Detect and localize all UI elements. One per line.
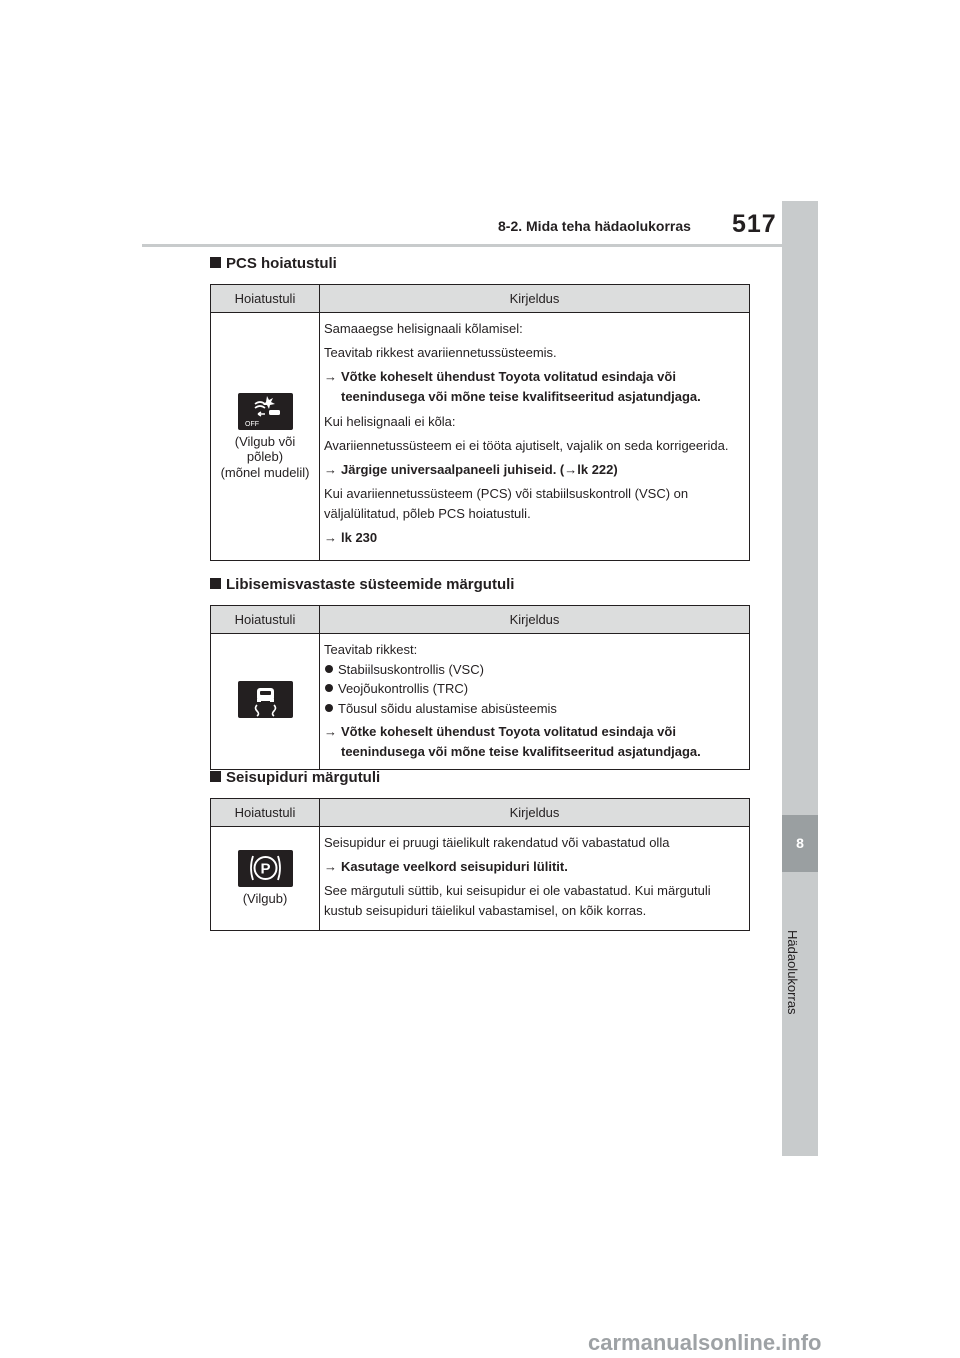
table-header-row xyxy=(211,799,750,827)
column-header: Hoiatustuli xyxy=(211,285,320,313)
icon-cell xyxy=(211,827,320,931)
description-text: Seisupidur ei pruugi täielikult rakendatud või vabastatud olla xyxy=(324,835,670,850)
description-cell xyxy=(320,313,750,561)
arrow-icon: → xyxy=(324,724,337,739)
list-item: Stabiilsuskontrollis (VSC) xyxy=(324,660,745,680)
column-header: Kirjeldus xyxy=(320,799,750,827)
instruction-text: Järgige universaalpaneeli juhiseid. (→lk 222) xyxy=(341,461,618,477)
column-header: Kirjeldus xyxy=(320,606,750,634)
description-text: Kui avariiennetussüsteem (PCS) või stabiilsuskontroll (VSC) on väljalülitatud, põleb PCS hoiatustuli. xyxy=(324,485,689,522)
square-bullet-icon xyxy=(210,578,221,589)
bullet-icon xyxy=(325,665,333,673)
watermark: carmanualsonline.info xyxy=(588,1330,822,1355)
slip-indicator-icon xyxy=(238,681,293,718)
page-number: 517 xyxy=(732,210,777,238)
table-header-row xyxy=(211,285,750,313)
arrow-icon: → xyxy=(324,859,337,875)
section-title: 8-2. Mida teha hädaolukorras xyxy=(498,218,691,234)
description-text: Samaaegse helisignaali kõlamisel: xyxy=(324,321,523,336)
column-header: Kirjeldus xyxy=(320,285,750,313)
parking-brake-table xyxy=(210,798,750,931)
header-divider xyxy=(142,244,782,247)
description-text: See märgutuli süttib, kui seisupidur ei ole vabastatud. Kui märgutuli kustub seisupiduri täielikul vabastamisel, on kõik korras. xyxy=(324,883,711,919)
column-header: Hoiatustuli xyxy=(211,606,320,634)
bullet-icon xyxy=(325,684,333,692)
instruction-text: Võtke koheselt ühendust Toyota volitatud esindaja või teenindusega või mõne teise kvalifitseeritud asjatundjaga. xyxy=(341,369,701,405)
table-header-row xyxy=(211,606,750,634)
arrow-icon: → xyxy=(324,461,337,477)
square-bullet-icon xyxy=(210,771,221,782)
instruction-line xyxy=(324,528,745,548)
instruction-line xyxy=(324,460,745,480)
table-row xyxy=(211,827,750,931)
instruction-text: Võtke koheselt ühendust Toyota volitatud esindaja või teenindusega või mõne teise kvalifitseeritud asjatundjaga. xyxy=(341,724,701,759)
description-cell xyxy=(320,634,750,770)
chapter-number: 8 xyxy=(796,835,804,851)
square-bullet-icon xyxy=(210,257,221,268)
section-heading-parking-brake: Seisupiduri märgutuli xyxy=(210,769,380,786)
list-item: Tõusul sõidu alustamise abisüsteemis xyxy=(324,699,745,719)
page-reference: lk 230 xyxy=(341,530,378,546)
arrow-icon: → xyxy=(564,461,578,477)
icon-cell xyxy=(211,313,320,561)
section-heading-slip: Libisemisvastaste süsteemide märgutuli xyxy=(210,576,514,593)
chapter-label: Hädaolukorras xyxy=(785,930,800,1015)
section-heading-pcs: PCS hoiatustuli xyxy=(210,255,337,272)
off-label: OFF xyxy=(244,421,259,429)
description-text: Kui helisignaali ei kõla: xyxy=(324,413,456,429)
instruction-line xyxy=(324,722,745,761)
description-text: Teavitab rikkest: xyxy=(324,642,418,657)
description-cell xyxy=(320,827,750,931)
slip-warning-table xyxy=(210,605,750,770)
description-text: Avariiennetussüsteem ei ei tööta ajutiselt, vajalik on seda korrigeerida. xyxy=(324,437,729,453)
icon-caption: (Vilgub või xyxy=(234,433,296,449)
parking-brake-icon xyxy=(238,850,293,887)
description-text: Teavitab rikkest avariiennetussüsteemis. xyxy=(324,345,557,361)
instruction-line xyxy=(324,857,745,877)
icon-cell xyxy=(211,634,320,770)
arrow-icon: → xyxy=(324,369,337,385)
instruction-text: Kasutage veelkord seisupiduri lülitit. xyxy=(341,859,568,875)
parking-letter: P xyxy=(259,860,271,878)
arrow-icon: → xyxy=(324,530,337,546)
icon-caption: (Vilgub) xyxy=(242,890,288,906)
column-header: Hoiatustuli xyxy=(211,799,320,827)
table-row xyxy=(211,634,750,770)
icon-caption: põleb) xyxy=(246,449,284,465)
bullet-icon xyxy=(325,704,333,712)
instruction-line xyxy=(324,367,745,407)
table-row xyxy=(211,313,750,561)
pcs-off-icon xyxy=(238,393,293,430)
icon-caption: (mõnel mudelil) xyxy=(220,464,310,480)
list-item: Veojõukontrollis (TRC) xyxy=(324,679,745,699)
pcs-warning-table xyxy=(210,284,750,561)
